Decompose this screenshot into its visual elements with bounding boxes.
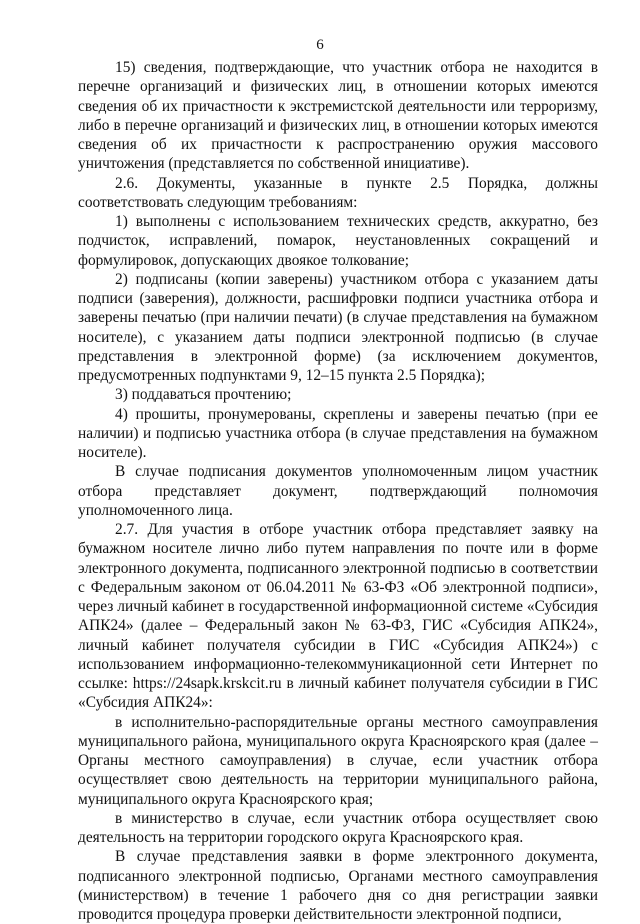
requirement-4-bound-numbered: 4) прошиты, пронумерованы, скреплены и заверены печатью (при ее наличии) и подписью участника отбора (в случае представления на бумажном носителе). — [78, 405, 598, 461]
paragraph-2-7-application-submission: 2.7. Для участия в отборе участник отбора представляет заявку на бумажном носителе лично либо путем направления по почте или в форме электронного документа, подписанного электронной подписью в соответствии с Федеральным законом от 06.04.2011 № 63-ФЗ «Об электронной подписи», через личный кабинет в государственной информационной системе «Субсидия АПК24» (далее – Федеральный закон № 63-ФЗ, ГИС «Субсидия АПК24», личный кабинет получателя субсидии в ГИС «Субсидия АПК24») с использованием информационно-телекоммуникационной сети Интернет по ссылке: https://24sapk.krskcit.ru в личный кабинет получателя субсидии в ГИС «Субсидия АПК24»: — [78, 521, 598, 712]
paragraph-ministry: в министерство в случае, если участник отбора осуществляет свою деятельность на территории городского округа Красноярского края. — [78, 809, 598, 846]
paragraph-local-government-bodies: в исполнительно-распорядительные органы местного самоуправления муниципального района, муниципального округа Красноярского края (далее – Органы местного самоуправления) в случае, если участник отбора осуществляет свою деятельность на территории муниципального района, муниципального округа Красноярского края; — [78, 713, 598, 808]
requirement-2-signed-certified: 2) подписаны (копии заверены) участником отбора с указанием даты подписи (заверения), должности, расшифровки подписи участника отбора и заверены печатью (при наличии печати) (в случае представления на бумажном носителе), с указанием даты подписи электронной подписью (в случае представления в электронной форме) (за исключением документов, предусмотренных подпунктами 9, 12–15 пункта 2.5 Порядка); — [78, 270, 598, 384]
paragraph-2-6-requirements: 2.6. Документы, указанные в пункте 2.5 Порядка, должны соответствовать следующим требованиям: — [78, 174, 598, 211]
paragraph-item-15-extremism-list: 15) сведения, подтверждающие, что участник отбора не находится в перечне организаций и физических лиц, в отношении которых имеются сведения об их причастности к экстремистской деятельности или терроризму, либо в перечне организаций и физических лиц, в отношении которых имеются сведения об их причастности к распространению оружия массового уничтожения (представляется по собственной инициативе). — [78, 59, 598, 173]
requirement-1-technical-means: 1) выполнены с использованием технических средств, аккуратно, без подчисток, исправлений, помарок, неустановленных сокращений и формулировок, допускающих двоякое толкование; — [78, 213, 598, 269]
page-number: 6 — [316, 37, 324, 53]
paragraph-authorized-person: В случае подписания документов уполномоченным лицом участник отбора представляет документ, подтверждающий полномочия уполномоченного лица. — [78, 463, 598, 519]
paragraph-electronic-signature-check: В случае представления заявки в форме электронного документа, подписанного электронной подписью, Органами местного самоуправления (министерством) в течение 1 рабочего дня со дня регистрации заявки проводится процедура проверки действительности электронной подписи, — [78, 848, 598, 923]
requirement-3-readable: 3) поддаваться прочтению; — [115, 386, 292, 404]
document-body — [78, 58, 598, 924]
